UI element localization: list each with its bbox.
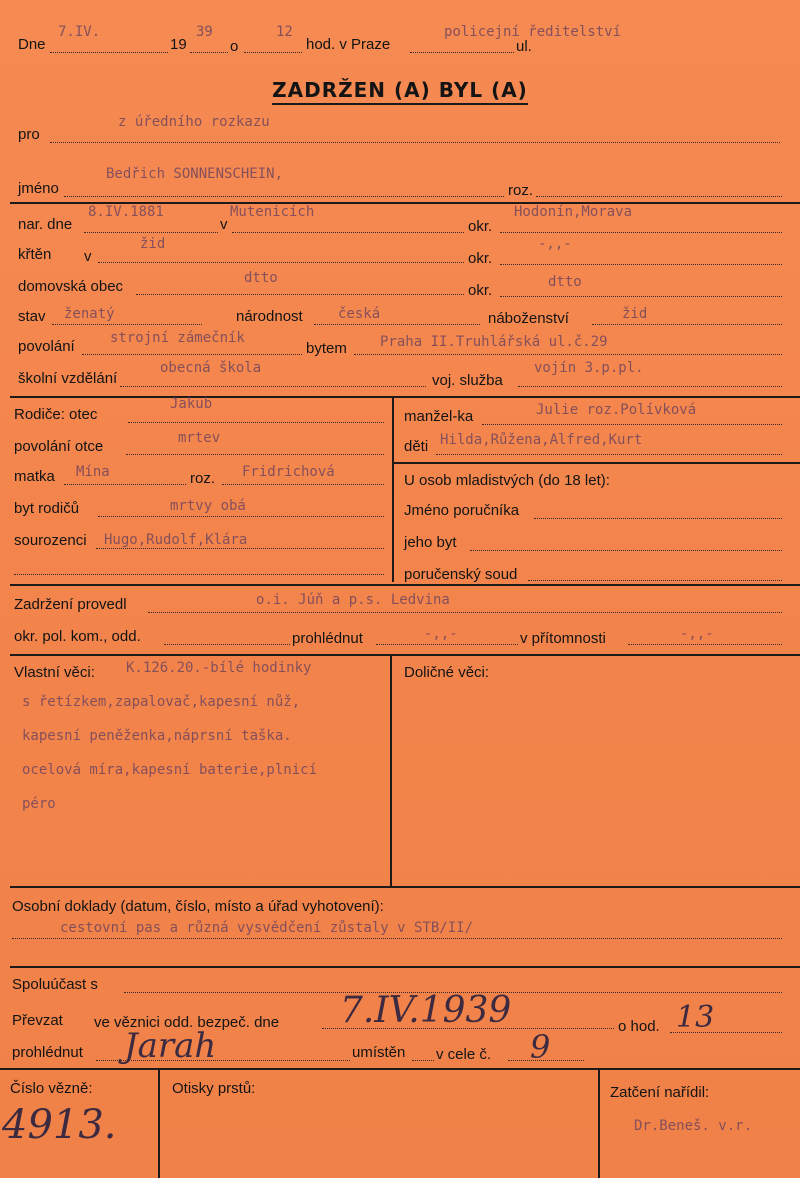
soud-dots [528,580,782,581]
byt-rodicu-dots [98,516,384,517]
pritomnosti-value: -,,- [680,626,714,642]
hod-praze-label: hod. v Praze [306,36,391,53]
jeho-byt-dots [470,550,782,551]
otec-label: Rodiče: otec [14,406,98,423]
deti-value: Hilda,Růžena,Alfred,Kurt [440,432,643,448]
soud-label: poručenský soud [404,566,518,583]
zadrzeni-value: o.i. Júň a p.s. Ledvina [256,592,450,608]
form-title: ZADRŽEN (A) BYL (A) [0,78,800,102]
deti-dots [436,454,782,455]
krten-dots [98,262,464,263]
pro-value: z úředního rozkazu [118,114,270,130]
nabozenstvi-label: náboženství [488,310,569,327]
cislo-veznice-label: Číslo vězně: [10,1080,93,1097]
nar-okr-label: okr. [468,218,493,235]
jeho-byt-label: jeho byt [404,534,457,551]
jmeno-value: Bedřich SONNENSCHEIN, [106,166,284,182]
spoluucast-label: Spoluúčast s [12,976,98,993]
matka-value: Mína [76,464,110,480]
doklady-label: Osobní doklady (datum, číslo, místo a úřad vyhotovení): [12,898,384,915]
krten-value: žid [140,236,166,252]
zadrzeni-label: Zadržení provedl [14,596,127,613]
byt-rodicu-label: byt rodičů [14,500,80,517]
matka-label: matka [14,468,55,485]
nar-place: Mutenicích [230,204,315,220]
vlastni-veci-line-5: péro [22,796,56,812]
narodnost-label: národnost [236,308,303,325]
domovska-okr-label: okr. [468,282,493,299]
umisten-dots [412,1060,434,1061]
dne-label: Dne [18,36,46,53]
ul-label: ul. [516,38,532,55]
manzel-value: Julie roz.Polívková [536,402,697,418]
prevzat-hod-label: o hod. [618,1018,660,1035]
ul-value: policejní ředitelství [444,24,622,40]
pro-dots [50,142,780,143]
narodnost-dots [314,324,480,325]
otec-dots [128,422,384,423]
rule-right [392,462,800,464]
veznice-label: ve věznici odd. bezpeč. dne [94,1014,280,1031]
prohlednut-dots [376,644,518,645]
matka-dots [64,484,186,485]
prevzat-hod-handwritten: 13 [676,1000,715,1035]
domovska-okr-dots [500,296,782,297]
doklady-dots [12,938,782,939]
dolicne-veci-label: Doličné věci: [404,664,490,681]
zateni-label: Zatčení nařídil: [610,1084,710,1101]
skolni-value: obecná škola [160,360,262,376]
mladistvi-heading: U osob mladistvých (do 18 let): [404,472,610,489]
hour-value: 12 [276,24,293,40]
skolni-label: školní vzdělání [18,370,118,387]
domovska-value: dtto [244,270,278,286]
vlastni-veci-line-2: s řetízkem,zapalovač,kapesní nůž, [22,694,301,710]
stav-label: stav [18,308,46,325]
povolani-otce-value: mrtev [178,430,221,446]
prohlednut2-label: prohlédnut [12,1044,83,1061]
otec-value: Jakub [170,396,213,412]
year-prefix: 19 [170,36,187,53]
hour-dots [244,52,302,53]
okr-pol-label: okr. pol. kom., odd. [14,628,141,645]
matka-roz-label: roz. [190,470,216,487]
o-label: o [230,38,239,55]
nar-label: nar. dne [18,216,73,233]
sourozenci-label: sourozenci [14,532,87,549]
stav-value: ženatý [64,306,115,322]
cislo-veznice-value: 4913. [2,1102,117,1148]
bytem-value: Praha II.Truhlářská ul.č.29 [380,334,608,350]
pritomnosti-label: v přítomnosti [520,630,606,647]
sourozenci-dots [96,548,384,549]
prevzat-date-handwritten: 7.IV.1939 [340,990,512,1031]
rule-3 [10,584,800,586]
bytem-label: bytem [306,340,347,357]
prevzat-label: Převzat [12,1012,63,1029]
povolani-otce-label: povolání otce [14,438,104,455]
matka-roz-value: Fridrichová [242,464,335,480]
povolani-otce-dots [126,454,384,455]
rule-2 [10,396,800,398]
prohlednut-value: -,,- [424,626,458,642]
byt-rodicu-value: mrtvy obá [170,498,246,514]
dne-dots [50,52,168,53]
manzel-label: manžel-ka [404,408,474,425]
vlastni-veci-line-1: K.126.20.-bílé hodinky [126,660,312,676]
zateni-value: Dr.Beneš. v.r. [634,1118,753,1134]
nar-place-dots [232,232,464,233]
doklady-value: cestovní pas a různá vysvědčení zůstaly v STB/II/ [60,920,474,936]
voj-dots [518,386,782,387]
pritomnosti-dots [628,644,782,645]
okr-pol-dots [164,644,290,645]
vlastni-veci-line-3: kapesní peněženka,náprsní taška. [22,728,292,744]
dne-value: 7.IV. [58,24,101,40]
ul-dots [410,52,514,53]
vlastni-veci-line-4: ocelová míra,kapesní baterie,plnicí [22,762,318,778]
year-dots [190,52,228,53]
roz-dots [536,196,782,197]
domovska-dots [136,294,464,295]
nar-okr-dots [500,232,782,233]
krten-okr-label: okr. [468,250,493,267]
krten-v-label: v [84,248,92,265]
jmeno-dots [64,196,504,197]
rule-4 [10,654,800,656]
nabozenstvi-dots [592,324,782,325]
roz-label: roz. [508,182,534,199]
krten-okr-dots [500,264,782,265]
matka-roz-dots [222,484,384,485]
otisky-label: Otisky prstů: [172,1080,256,1097]
split-1 [392,396,394,582]
deti-label: děti [404,438,429,455]
cele-label: v cele č. [436,1046,492,1063]
domovska-okr-value: dtto [548,274,582,290]
manzel-dots [482,424,782,425]
jmeno-label: jméno [18,180,59,197]
sourozenci-value: Hugo,Rudolf,Klára [104,532,248,548]
prohlednut2-signature: Jarah [124,1026,217,1066]
nar-dots [84,232,218,233]
split-3 [158,1068,160,1178]
vlastni-veci-label: Vlastní věci: [14,664,95,681]
nar-value: 8.IV.1881 [88,204,164,220]
narodnost-value: česká [338,306,381,322]
rule-7 [0,1068,800,1070]
year-value: 39 [196,24,213,40]
skolni-dots [120,386,426,387]
sourozenci-dots-2 [14,574,384,575]
cele-handwritten: 9 [530,1028,551,1066]
rule-5 [10,886,800,888]
nabozenstvi-value: žid [622,306,648,322]
poruchik-dots [534,518,782,519]
domovska-label: domovská obec [18,278,124,295]
zadrzeni-dots [148,612,782,613]
nar-okr-value: Hodonín,Morava [514,204,633,220]
pro-label: pro [18,126,40,143]
split-2 [390,654,392,886]
split-4 [598,1068,600,1178]
krten-label: křtěn [18,246,52,263]
voj-label: voj. služba [432,372,503,389]
rule-6 [10,966,800,968]
voj-value: vojín 3.p.pl. [534,360,644,376]
poruchik-label: Jméno poručníka [404,502,520,519]
prohlednut-label: prohlédnut [292,630,363,647]
povolani-label: povolání [18,338,75,355]
povolani-value: strojní zámečník [110,330,245,346]
umisten-label: umístěn [352,1044,406,1061]
bytem-dots [354,354,782,355]
stav-dots [52,324,202,325]
krten-okr-value: -,,- [538,236,572,252]
nar-v-label: v [220,216,228,233]
povolani-dots [82,354,302,355]
